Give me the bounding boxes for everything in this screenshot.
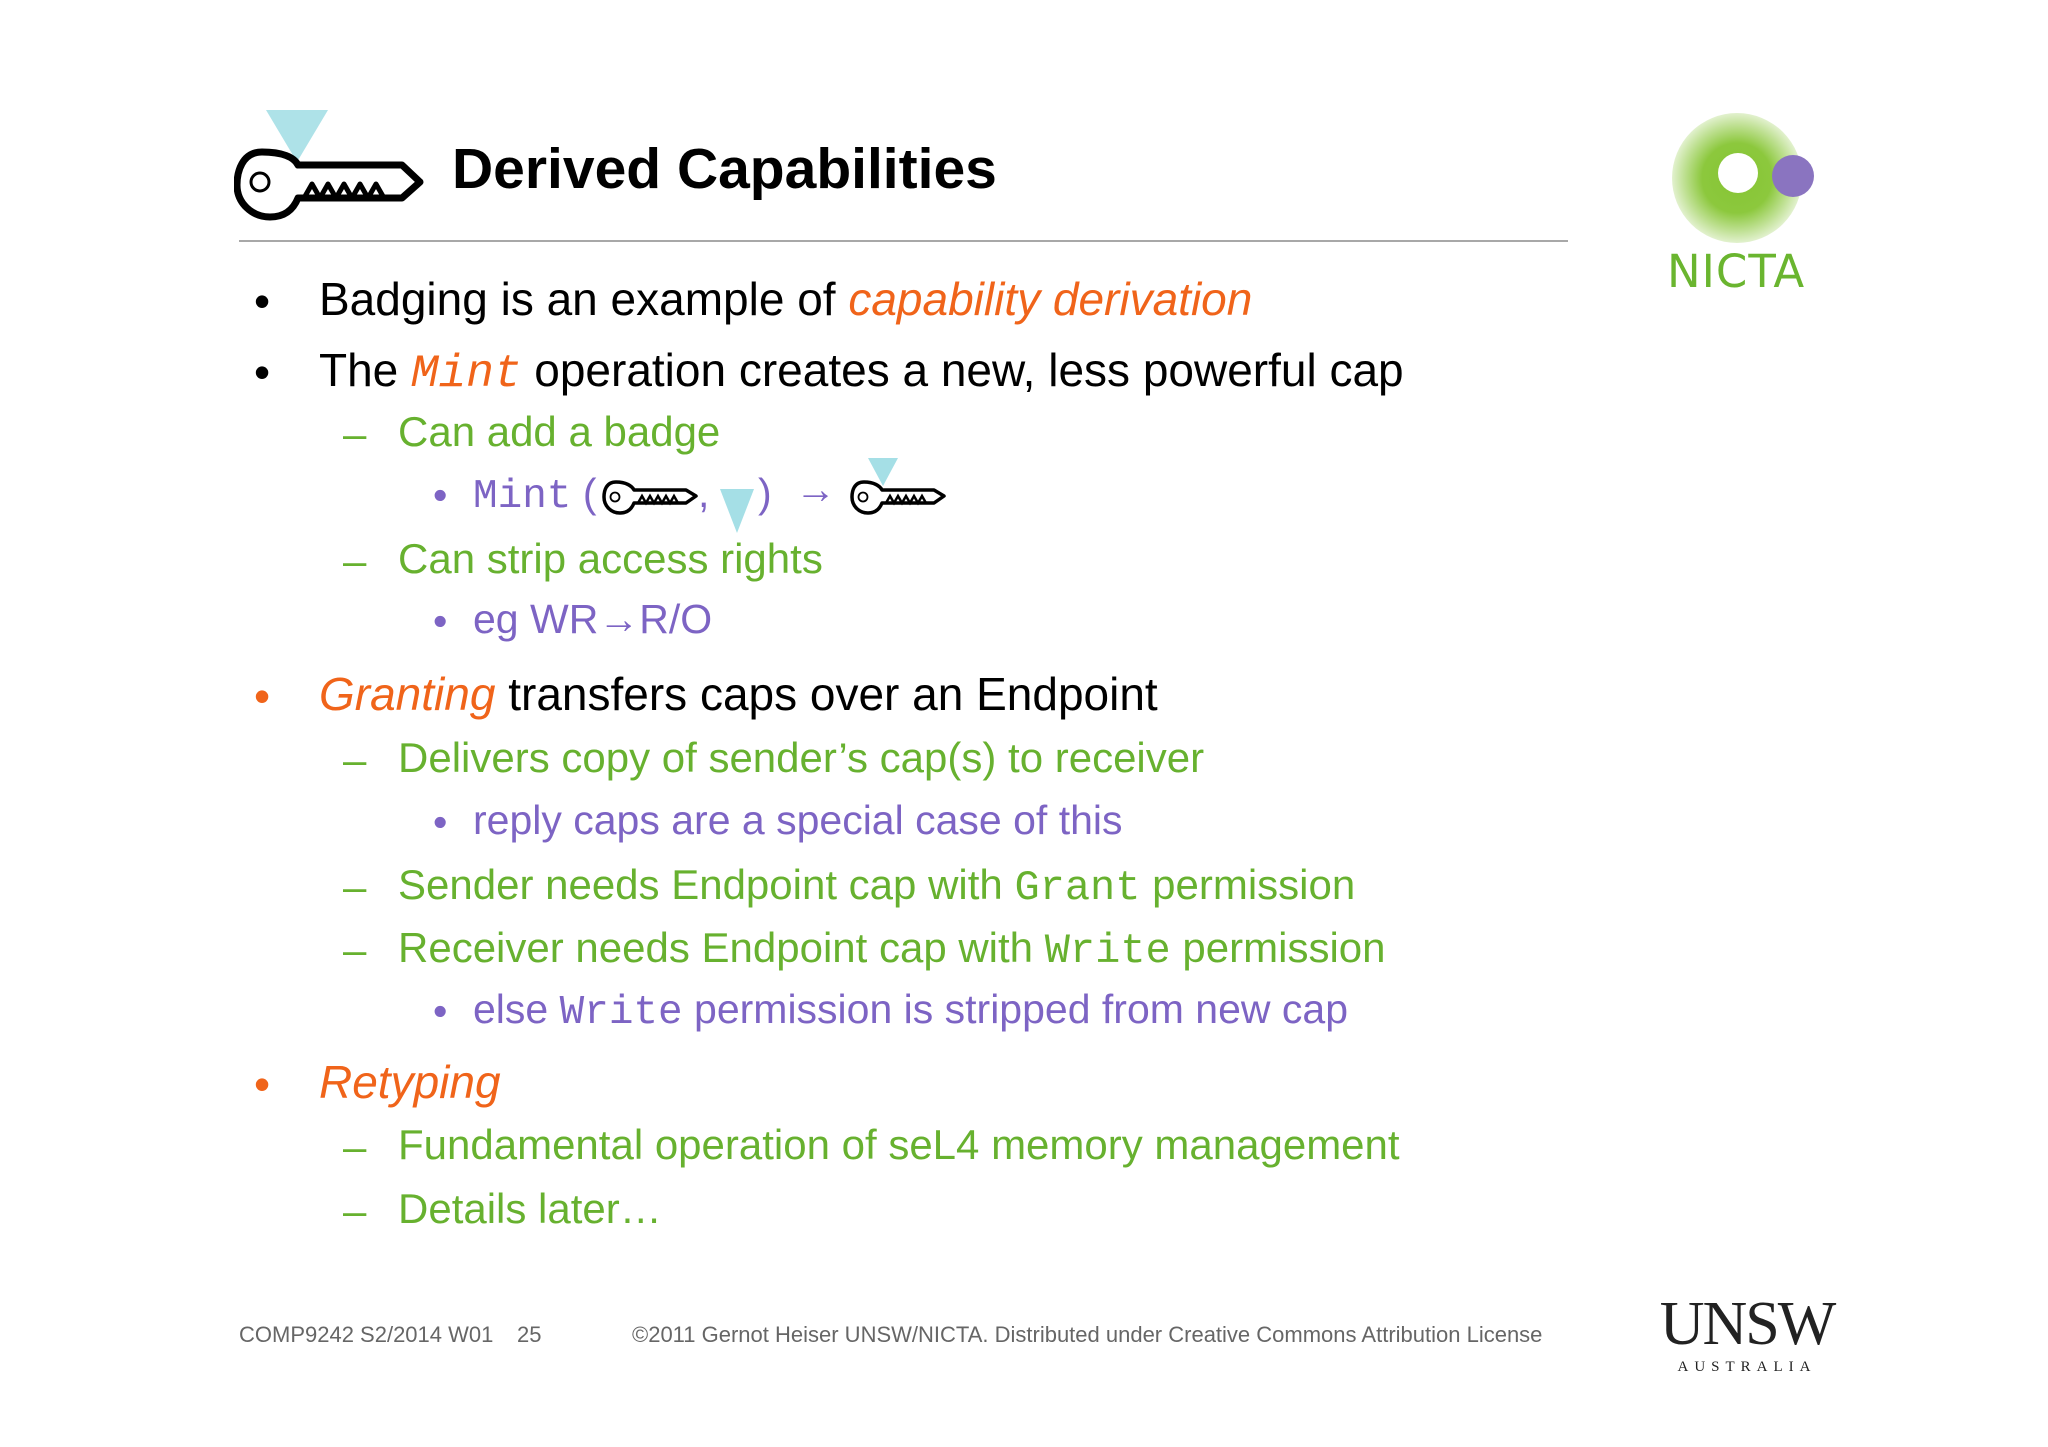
bullet-2 xyxy=(319,343,1404,400)
bullet-marker: • xyxy=(433,472,448,518)
granting-emph: Granting xyxy=(319,668,496,720)
retyping-emph: Retyping xyxy=(319,1056,501,1108)
bullet-4b: Details later… xyxy=(398,1185,662,1232)
title-divider xyxy=(239,240,1568,242)
nicta-wordmark: NICTA xyxy=(1667,245,1806,298)
dash-marker: – xyxy=(343,863,367,910)
write-code: Write xyxy=(1044,927,1171,975)
key-with-badge-icon xyxy=(234,110,424,225)
bullet-3 xyxy=(319,667,1158,721)
mint-code-small: Mint xyxy=(473,474,572,520)
bullet-3b-pre: Sender needs Endpoint cap with xyxy=(398,861,1015,908)
bullet-3c-i-post: permission is stripped from new cap xyxy=(682,986,1349,1032)
bullet-3c xyxy=(398,924,1386,975)
bullet-3c-post: permission xyxy=(1170,924,1386,971)
bullet-2a: Can add a badge xyxy=(398,408,721,455)
bullet-2-pre: The xyxy=(319,344,412,396)
footer-copyright: ©2011 Gernot Heiser UNSW/NICTA. Distributed under Creative Commons Attribution License xyxy=(632,1322,1543,1347)
bullet-3a-i: reply caps are a special case of this xyxy=(473,797,1123,843)
bullet-3-post: transfers caps over an Endpoint xyxy=(495,668,1158,720)
bullet-marker: • xyxy=(433,799,448,845)
bullet-1 xyxy=(319,272,1252,326)
capability-derivation-emph: capability derivation xyxy=(848,273,1253,325)
mint-arrow: → xyxy=(795,466,836,512)
dash-marker: – xyxy=(343,1187,367,1234)
write-code-small: Write xyxy=(559,990,683,1036)
unsw-logo xyxy=(1652,1290,1842,1376)
dash-marker: – xyxy=(343,537,367,584)
nicta-purple-dot-icon xyxy=(1772,155,1814,197)
key-icon xyxy=(602,477,698,517)
dash-marker: – xyxy=(343,1123,367,1170)
footer-page-number: 25 xyxy=(517,1322,542,1347)
bullet-marker: • xyxy=(254,275,271,327)
slide-title: Derived Capabilities xyxy=(452,137,997,201)
nicta-white-dot-icon xyxy=(1718,153,1758,193)
bullet-marker: • xyxy=(433,988,448,1034)
bullet-2a-i xyxy=(473,470,596,520)
bullet-3b xyxy=(398,861,1355,912)
bullet-4a: Fundamental operation of seL4 memory management xyxy=(398,1121,1400,1168)
bullet-2-post: operation creates a new, less powerful cap xyxy=(521,344,1404,396)
dash-marker: – xyxy=(343,926,367,973)
mint-comma: , xyxy=(698,470,710,516)
bullet-3a: Delivers copy of sender’s cap(s) to receiver xyxy=(398,734,1205,781)
footer-course: COMP9242 S2/2014 W01 xyxy=(239,1322,494,1347)
bullet-3c-pre: Receiver needs Endpoint cap with xyxy=(398,924,1045,971)
dash-marker: – xyxy=(343,410,367,457)
bullet-4 xyxy=(319,1055,501,1109)
grant-code: Grant xyxy=(1014,864,1141,912)
badge-icon xyxy=(720,489,754,533)
dash-marker: – xyxy=(343,736,367,783)
mint-close-paren: ) xyxy=(758,470,772,516)
bullet-1-text: Badging is an example of xyxy=(319,273,849,325)
bullet-3c-i-pre: else xyxy=(473,986,560,1032)
badged-key-icon xyxy=(850,458,946,518)
bullet-marker-orange: • xyxy=(254,670,271,722)
bullet-3c-i xyxy=(473,986,1348,1036)
nicta-logo xyxy=(1650,105,1850,305)
mint-open-paren: ( xyxy=(571,470,597,516)
bullet-2b: Can strip access rights xyxy=(398,535,823,582)
bullet-3b-post: permission xyxy=(1140,861,1356,908)
bullet-marker-orange: • xyxy=(254,1058,271,1110)
bullet-marker: • xyxy=(254,346,271,398)
mint-code: Mint xyxy=(411,348,522,400)
unsw-subtitle: AUSTRALIA xyxy=(1677,1359,1817,1375)
bullet-marker: • xyxy=(433,598,448,644)
unsw-wordmark: UNSW xyxy=(1659,1290,1835,1358)
bullet-2b-i: eg WR→R/O xyxy=(473,596,713,642)
